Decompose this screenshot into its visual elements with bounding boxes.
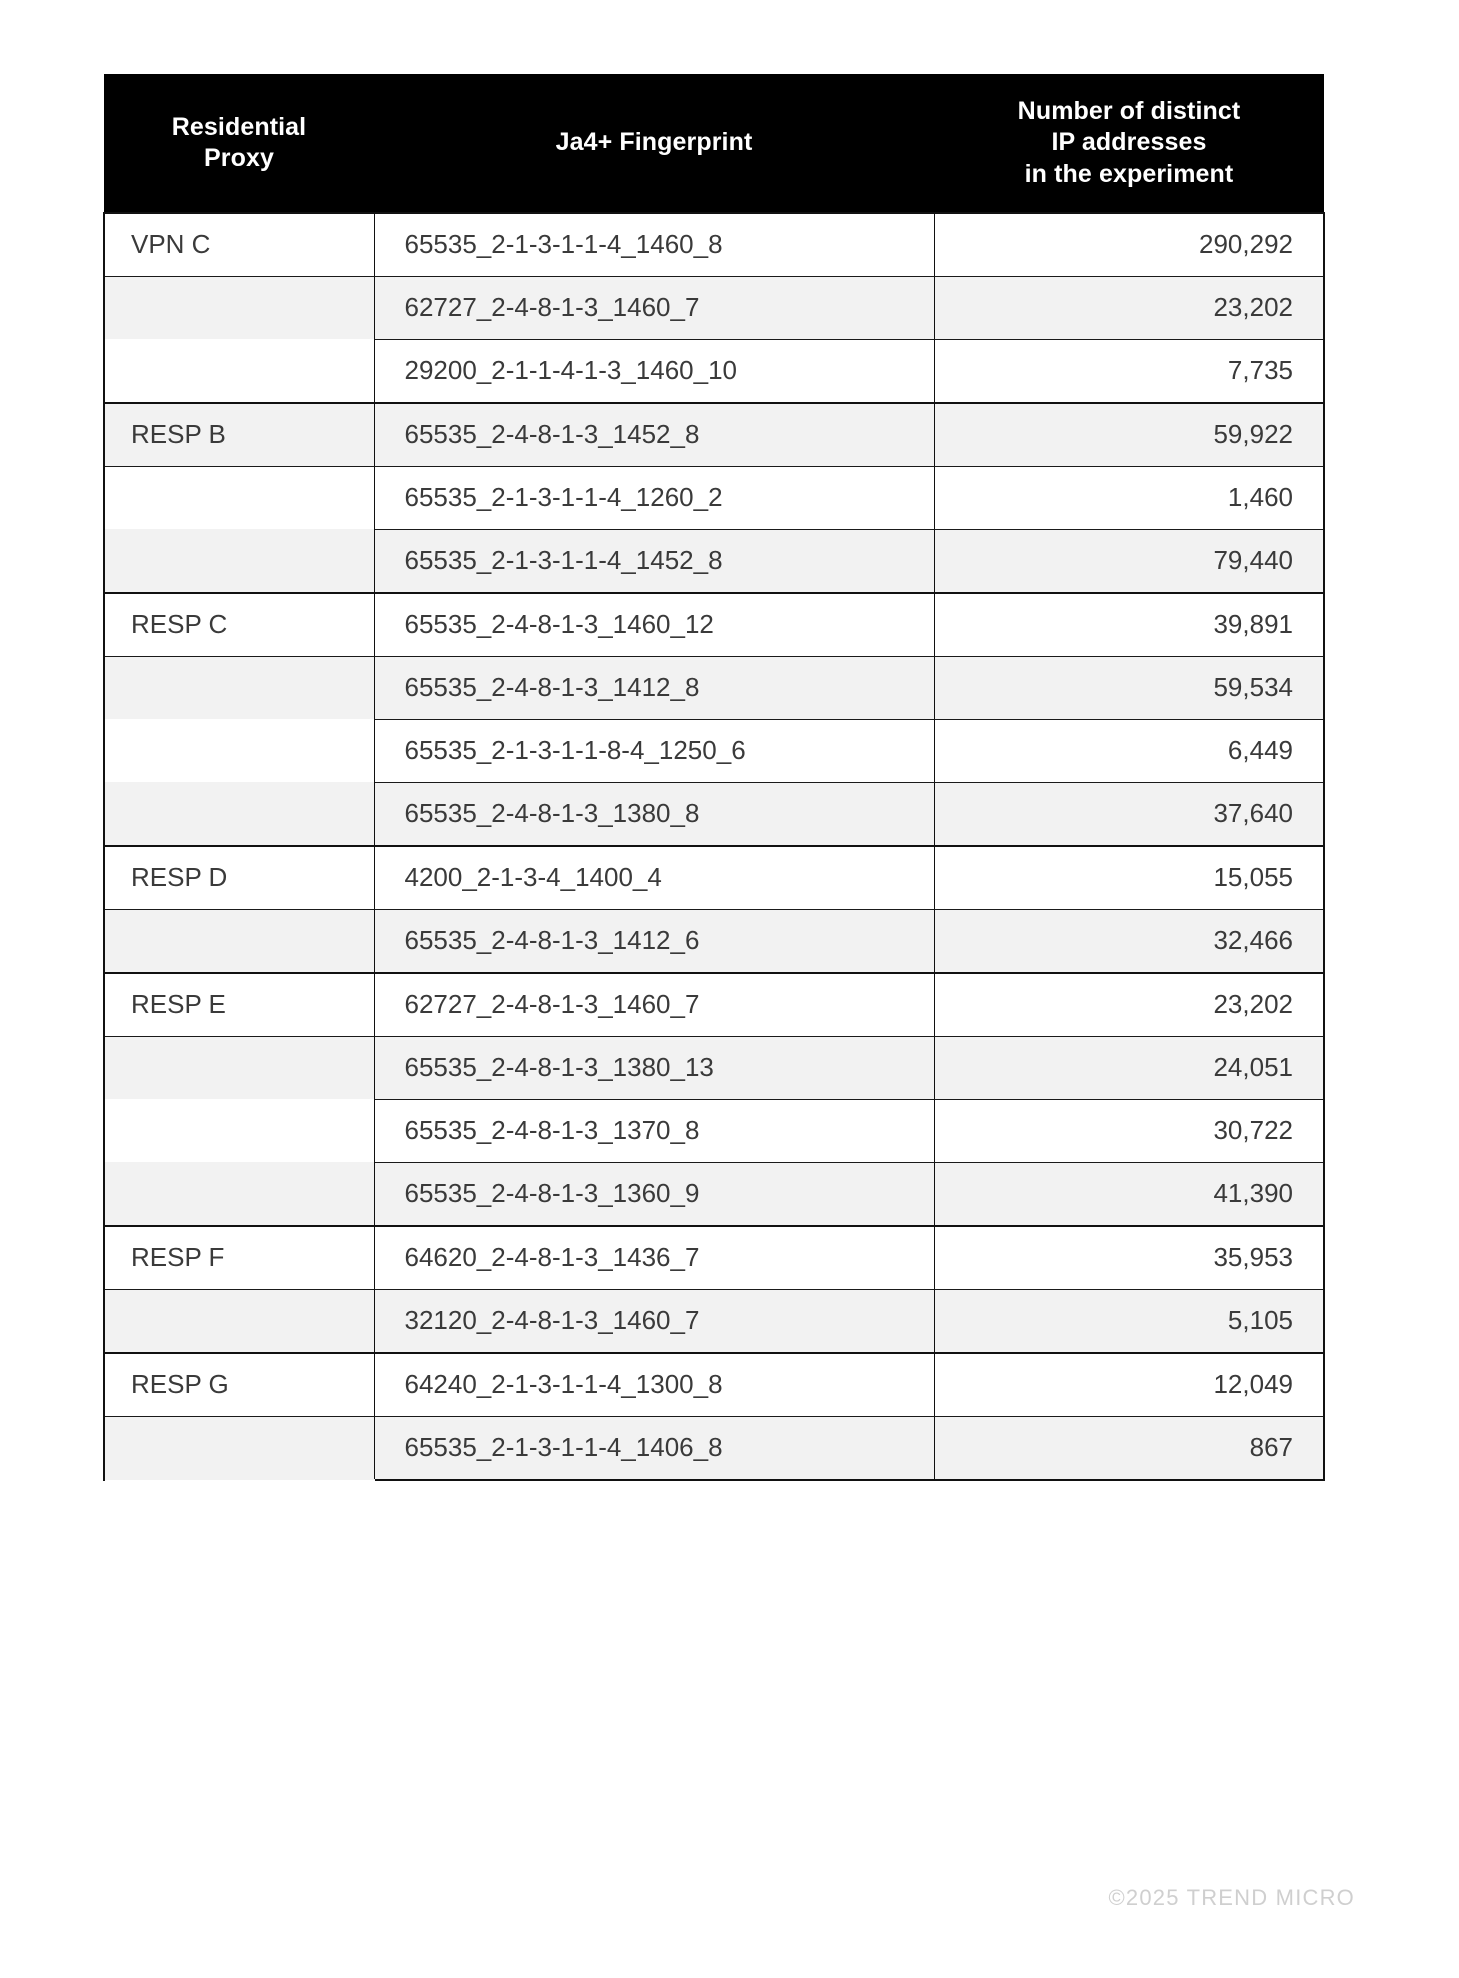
- cell-ja4-fingerprint: 65535_2-1-3-1-1-4_1406_8: [374, 1416, 934, 1480]
- cell-ip-count: 39,891: [934, 593, 1324, 657]
- cell-ja4-fingerprint: 65535_2-4-8-1-3_1370_8: [374, 1099, 934, 1162]
- table-row: [104, 1162, 1324, 1226]
- cell-ip-count: 32,466: [934, 909, 1324, 973]
- cell-residential-proxy: [104, 656, 374, 719]
- table-row: [104, 529, 1324, 593]
- column-header-residential-proxy: [104, 74, 374, 213]
- cell-residential-proxy: [104, 782, 374, 846]
- table-row: [104, 403, 1324, 467]
- column-header-fingerprint: Ja4+ Fingerprint: [374, 74, 934, 213]
- table-body: [104, 213, 1324, 1480]
- cell-ip-count: 37,640: [934, 782, 1324, 846]
- cell-ja4-fingerprint: 65535_2-4-8-1-3_1452_8: [374, 403, 934, 467]
- table-row: [104, 1226, 1324, 1290]
- cell-residential-proxy: RESP D: [104, 846, 374, 910]
- cell-ja4-fingerprint: 4200_2-1-3-4_1400_4: [374, 846, 934, 910]
- column-header-ip-count-line2: IP addresses: [1051, 128, 1207, 157]
- cell-ip-count: 59,922: [934, 403, 1324, 467]
- cell-ja4-fingerprint: 65535_2-1-3-1-1-8-4_1250_6: [374, 719, 934, 782]
- table-container: [103, 74, 1323, 1481]
- cell-ja4-fingerprint: 65535_2-4-8-1-3_1412_6: [374, 909, 934, 973]
- table-row: [104, 339, 1324, 403]
- cell-ip-count: 59,534: [934, 656, 1324, 719]
- cell-residential-proxy: [104, 1416, 374, 1480]
- cell-residential-proxy: [104, 466, 374, 529]
- column-header-residential-proxy-line2: Proxy: [204, 143, 274, 172]
- cell-residential-proxy: [104, 529, 374, 593]
- cell-ip-count: 5,105: [934, 1289, 1324, 1353]
- table-row: [104, 1416, 1324, 1480]
- table-header: [104, 74, 1324, 213]
- cell-ip-count: 79,440: [934, 529, 1324, 593]
- table-row: [104, 593, 1324, 657]
- cell-residential-proxy: [104, 276, 374, 339]
- table-row: [104, 1289, 1324, 1353]
- cell-residential-proxy: [104, 909, 374, 973]
- cell-ja4-fingerprint: 62727_2-4-8-1-3_1460_7: [374, 973, 934, 1037]
- cell-ip-count: 867: [934, 1416, 1324, 1480]
- cell-ja4-fingerprint: 65535_2-4-8-1-3_1380_8: [374, 782, 934, 846]
- cell-ip-count: 23,202: [934, 276, 1324, 339]
- cell-ja4-fingerprint: 32120_2-4-8-1-3_1460_7: [374, 1289, 934, 1353]
- cell-ip-count: 290,292: [934, 213, 1324, 277]
- table-row: [104, 909, 1324, 973]
- cell-ja4-fingerprint: 64620_2-4-8-1-3_1436_7: [374, 1226, 934, 1290]
- cell-residential-proxy: [104, 719, 374, 782]
- column-header-ip-count: [934, 74, 1324, 213]
- cell-residential-proxy: RESP B: [104, 403, 374, 467]
- cell-residential-proxy: RESP C: [104, 593, 374, 657]
- cell-residential-proxy: [104, 1162, 374, 1226]
- table-row: [104, 973, 1324, 1037]
- cell-residential-proxy: [104, 1099, 374, 1162]
- cell-ja4-fingerprint: 65535_2-4-8-1-3_1380_13: [374, 1036, 934, 1099]
- cell-ip-count: 1,460: [934, 466, 1324, 529]
- cell-ip-count: 30,722: [934, 1099, 1324, 1162]
- table-row: [104, 1036, 1324, 1099]
- table-row: [104, 656, 1324, 719]
- copyright-notice: ©2025 TREND MICRO: [1108, 1885, 1355, 1910]
- cell-ip-count: 23,202: [934, 973, 1324, 1037]
- cell-ja4-fingerprint: 65535_2-4-8-1-3_1360_9: [374, 1162, 934, 1226]
- column-header-residential-proxy-line1: Residential: [171, 112, 307, 141]
- cell-residential-proxy: RESP G: [104, 1353, 374, 1417]
- cell-residential-proxy: [104, 1289, 374, 1353]
- residential-proxy-fingerprint-table: [103, 74, 1325, 1481]
- cell-ja4-fingerprint: 62727_2-4-8-1-3_1460_7: [374, 276, 934, 339]
- cell-ip-count: 7,735: [934, 339, 1324, 403]
- cell-ip-count: 6,449: [934, 719, 1324, 782]
- table-header-row: [104, 74, 1324, 213]
- cell-ja4-fingerprint: 65535_2-4-8-1-3_1412_8: [374, 656, 934, 719]
- table-row: [104, 1353, 1324, 1417]
- table-row: [104, 466, 1324, 529]
- cell-ja4-fingerprint: 65535_2-1-3-1-1-4_1460_8: [374, 213, 934, 277]
- column-header-ip-count-line1: Number of distinct: [1017, 97, 1241, 125]
- cell-ja4-fingerprint: 65535_2-1-3-1-1-4_1260_2: [374, 466, 934, 529]
- table-row: [104, 782, 1324, 846]
- cell-residential-proxy: VPN C: [104, 213, 374, 277]
- cell-ja4-fingerprint: 65535_2-1-3-1-1-4_1452_8: [374, 529, 934, 593]
- cell-ja4-fingerprint: 64240_2-1-3-1-1-4_1300_8: [374, 1353, 934, 1417]
- cell-ip-count: 12,049: [934, 1353, 1324, 1417]
- cell-residential-proxy: [104, 339, 374, 403]
- cell-ip-count: 41,390: [934, 1162, 1324, 1226]
- cell-residential-proxy: RESP E: [104, 973, 374, 1037]
- cell-ip-count: 15,055: [934, 846, 1324, 910]
- column-header-ip-count-line3: in the experiment: [1024, 159, 1234, 188]
- table-row: [104, 276, 1324, 339]
- cell-ip-count: 24,051: [934, 1036, 1324, 1099]
- table-row: [104, 213, 1324, 277]
- cell-ja4-fingerprint: 65535_2-4-8-1-3_1460_12: [374, 593, 934, 657]
- table-row: [104, 846, 1324, 910]
- cell-residential-proxy: RESP F: [104, 1226, 374, 1290]
- table-row: [104, 719, 1324, 782]
- cell-ip-count: 35,953: [934, 1226, 1324, 1290]
- table-row: [104, 1099, 1324, 1162]
- cell-ja4-fingerprint: 29200_2-1-1-4-1-3_1460_10: [374, 339, 934, 403]
- cell-residential-proxy: [104, 1036, 374, 1099]
